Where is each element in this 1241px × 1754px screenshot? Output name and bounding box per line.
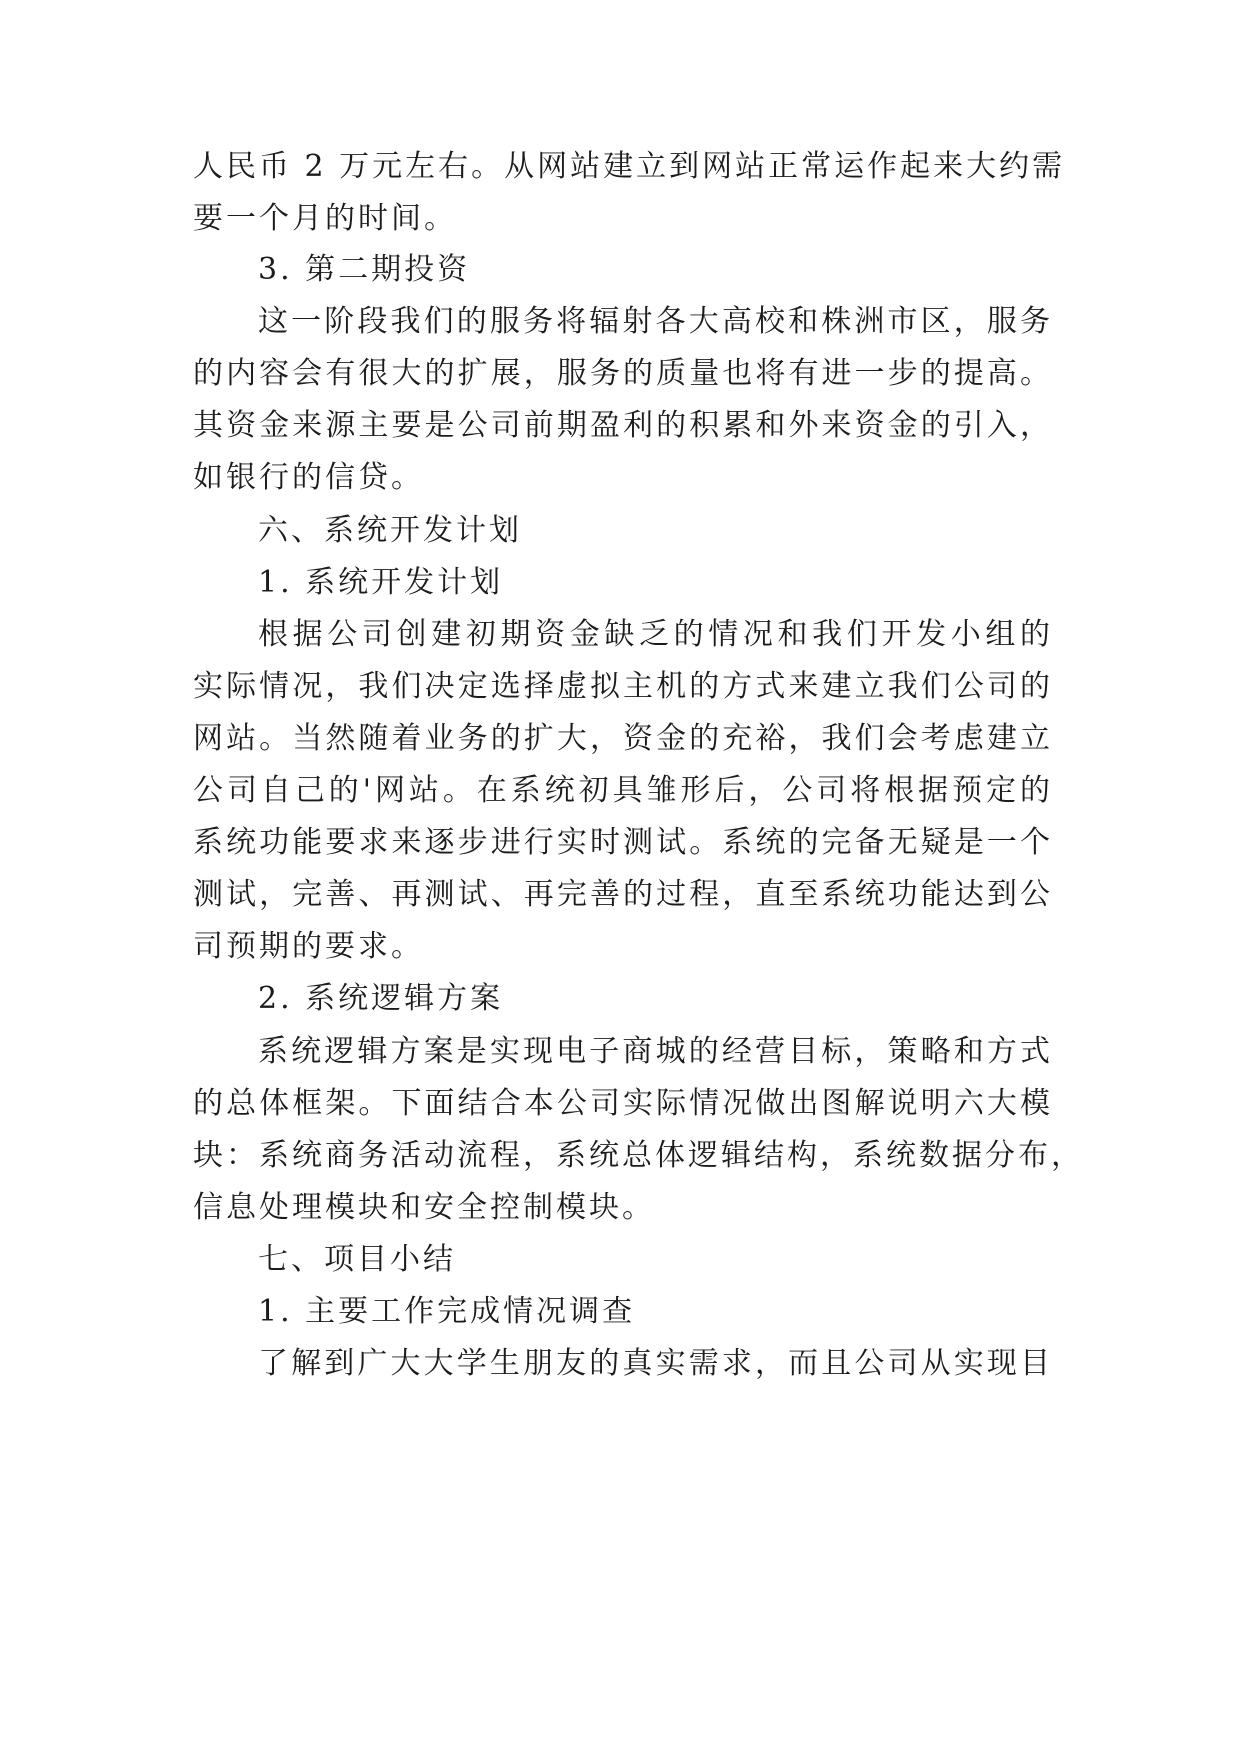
text-line: 了解到广大大学生朋友的真实需求，而且公司从实现目 bbox=[258, 1346, 1053, 1381]
text-line: 网站。当然随着业务的扩大，资金的充裕，我们会考虑建立 bbox=[193, 721, 1053, 756]
text-line: 的内容会有很大的扩展，服务的质量也将有进一步的提高。 bbox=[193, 356, 1053, 391]
text-line: 人民币 2 万元左右。从网站建立到网站正常运作起来大约需 bbox=[193, 149, 1066, 184]
text-line: 公司自己的'网站。在系统初具雏形后，公司将根据预定的 bbox=[193, 773, 1053, 808]
section-heading: 3. 第二期投资 bbox=[258, 252, 471, 287]
text-line: 的总体框架。下面结合本公司实际情况做出图解说明六大模 bbox=[193, 1086, 1053, 1121]
section-heading: 2. 系统逻辑方案 bbox=[258, 981, 504, 1016]
text-line: 块：系统商务活动流程，系统总体逻辑结构，系统数据分布， bbox=[193, 1138, 1084, 1173]
text-line: 系统逻辑方案是实现电子商城的经营目标，策略和方式 bbox=[258, 1034, 1053, 1069]
chapter-heading: 七、项目小结 bbox=[258, 1242, 456, 1277]
section-heading: 1. 系统开发计划 bbox=[258, 565, 504, 600]
text-line: 实际情况，我们决定选择虚拟主机的方式来建立我们公司的 bbox=[193, 669, 1053, 704]
text-line: 要一个月的时间。 bbox=[193, 201, 457, 236]
text-line: 如银行的信贷。 bbox=[193, 460, 424, 495]
chapter-heading: 六、系统开发计划 bbox=[258, 513, 522, 548]
text-line: 信息处理模块和安全控制模块。 bbox=[193, 1190, 655, 1225]
text-line: 这一阶段我们的服务将辐射各大高校和株洲市区，服务 bbox=[258, 304, 1053, 339]
text-line: 其资金来源主要是公司前期盈利的积累和外来资金的引入， bbox=[193, 408, 1053, 443]
text-line: 测试，完善、再测试、再完善的过程，直至系统功能达到公 bbox=[193, 877, 1053, 912]
text-line: 司预期的要求。 bbox=[193, 929, 424, 964]
section-heading: 1. 主要工作完成情况调查 bbox=[258, 1294, 636, 1329]
text-line: 根据公司创建初期资金缺乏的情况和我们开发小组的 bbox=[258, 617, 1053, 652]
text-line: 系统功能要求来逐步进行实时测试。系统的完备无疑是一个 bbox=[193, 825, 1053, 860]
